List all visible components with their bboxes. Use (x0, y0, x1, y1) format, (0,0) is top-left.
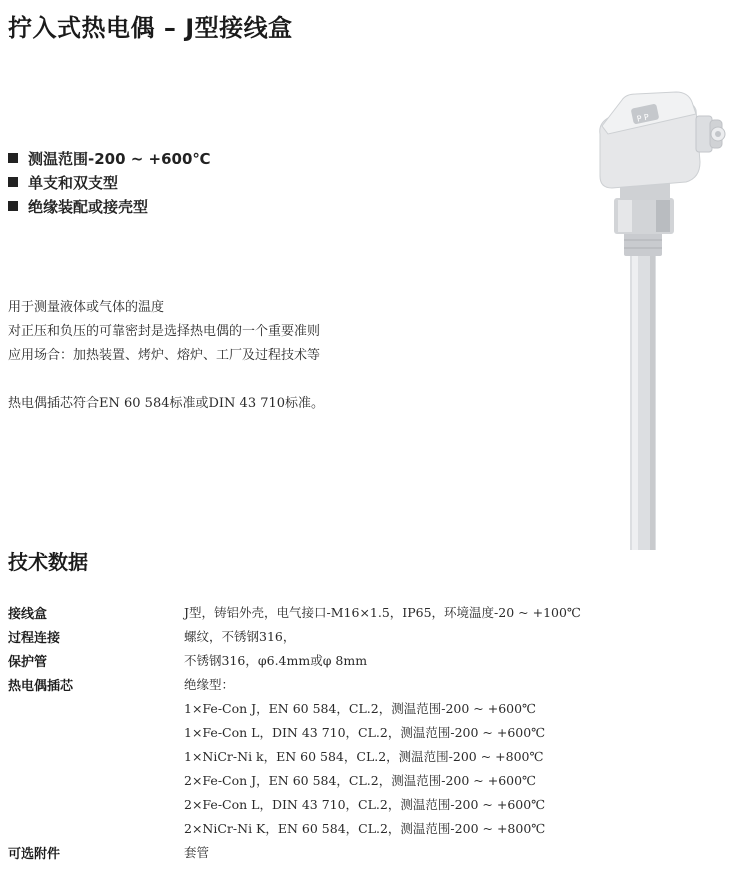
spec-value: J型，铸铝外壳，电气接口-M16×1.5，IP65，环境温度-20 ~ +100℃ (184, 605, 581, 620)
feature-text: 绝缘装配或接壳型 (28, 197, 149, 216)
feature-item (8, 170, 211, 194)
spec-value: 2×Fe-Con L，DIN 43 710，CL.2，测温范围-200 ~ +600℃ (184, 797, 546, 812)
feature-text: 测温范围-200 ~ +600℃ (28, 149, 211, 168)
feature-item (8, 146, 211, 170)
description-line: 应用场合：加热装置、烤炉、熔炉、工厂及过程技术等 (8, 348, 321, 363)
spec-value: 绝缘型： (184, 677, 235, 692)
spec-label: 热电偶插芯 (8, 678, 74, 694)
bullet-square-icon (8, 201, 18, 211)
thermocouple-product-icon (588, 82, 728, 552)
description-line: 对正压和负压的可靠密封是选择热电偶的一个重要准则 (8, 324, 321, 339)
spec-value: 套管 (184, 845, 210, 860)
spec-label: 过程连接 (8, 630, 61, 646)
description-line: 用于测量液体或气体的温度 (8, 300, 165, 315)
spec-value: 螺纹，不锈钢316， (184, 629, 296, 644)
spec-row (8, 792, 728, 816)
spec-label: 可选附件 (8, 846, 61, 862)
spec-value: 1×NiCr-Ni k，EN 60 584，CL.2，测温范围-200 ~ +800℃ (184, 749, 544, 764)
spec-table (8, 600, 728, 864)
spec-row (8, 696, 728, 720)
spec-value: 2×Fe-Con J，EN 60 584，CL.2，测温范围-200 ~ +600℃ (184, 773, 537, 788)
standard-note: 热电偶插芯符合EN 60 584标准或DIN 43 710标准。 (8, 396, 325, 411)
feature-text: 单支和双支型 (28, 173, 119, 192)
feature-item (8, 194, 211, 218)
svg-text:P P: P P (635, 112, 650, 124)
description (8, 296, 324, 416)
spec-row (8, 624, 728, 648)
bullet-square-icon (8, 177, 18, 187)
spec-row (8, 816, 728, 840)
spec-row (8, 648, 728, 672)
spec-row (8, 600, 728, 624)
spec-value: 2×NiCr-Ni K，EN 60 584，CL.2，测温范围-200 ~ +800℃ (184, 821, 546, 836)
spec-value: 不锈钢316，φ6.4mm或φ 8mm (184, 653, 368, 668)
spec-label: 接线盒 (8, 606, 48, 622)
spec-row (8, 672, 728, 696)
feature-list (8, 146, 211, 218)
spec-row (8, 744, 728, 768)
spec-label: 保护管 (8, 654, 48, 670)
spec-row (8, 768, 728, 792)
spec-row (8, 720, 728, 744)
spec-value: 1×Fe-Con J，EN 60 584，CL.2，测温范围-200 ~ +600℃ (184, 701, 537, 716)
bullet-square-icon (8, 153, 18, 163)
spec-value: 1×Fe-Con L，DIN 43 710，CL.2，测温范围-200 ~ +600℃ (184, 725, 546, 740)
page-title: 拧入式热电偶 – J型接线盒 (8, 14, 293, 42)
spec-row (8, 840, 728, 864)
section-title-tech-data: 技术数据 (8, 550, 88, 574)
